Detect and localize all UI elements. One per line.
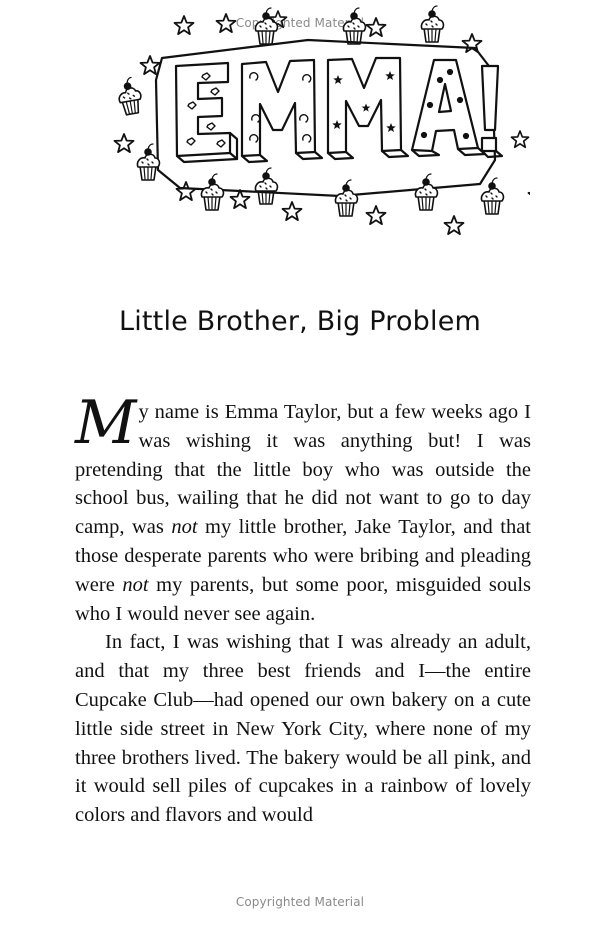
emphasis-not-1: not xyxy=(171,516,198,539)
emphasis-not-2: not xyxy=(122,573,149,596)
paragraph-1-text-a: y name is Emma Taylor, but a few weeks ago I was wishing it was anything but! I was pretending that the little boy who was outside the school bus, wailing that he did not want to go to day camp, was xyxy=(75,401,531,539)
emma-exclamation xyxy=(482,66,502,157)
watermark-bottom: Copyrighted Material xyxy=(235,895,365,909)
watermark-top: Copyrighted Material xyxy=(235,16,365,30)
paragraph-1-text-c: my parents, but some poor, misguided souls who I would never see again. xyxy=(75,573,531,625)
emma-logo-illustration xyxy=(100,0,530,250)
chapter-title: Little Brother, Big Problem xyxy=(118,306,482,337)
drop-cap: M xyxy=(75,388,137,458)
chapter-body xyxy=(75,388,532,830)
paragraph-1 xyxy=(75,388,532,628)
paragraph-1-text-b: my little brother, Jake Taylor, and that those desperate parents who were bribing and pleading were xyxy=(75,516,532,596)
paragraph-2: In fact, I was wishing that I was already an adult, and that my three best friends and I—the entire Cupcake Club—had opened our own bakery on a cute little side street in New York City, where none of my three brothers lived. The bakery would be all pink, and it would sell piles of cupcakes in a rainbow of lovely colors and flavors and would xyxy=(75,631,531,827)
